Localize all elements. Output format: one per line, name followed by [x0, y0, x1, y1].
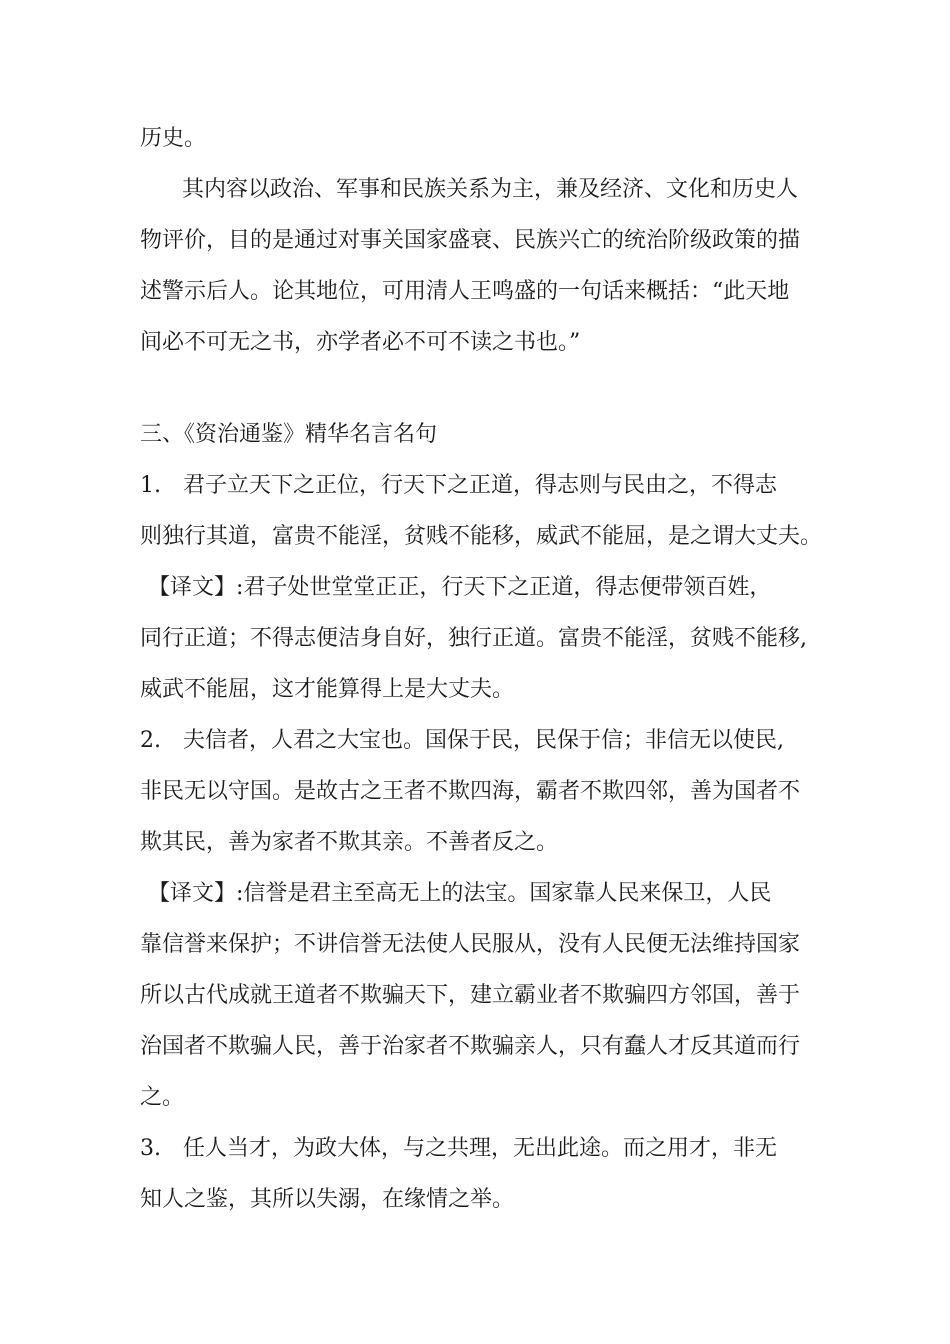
quote-item-2: 2. 夫信者，人君之大宝也。国保于民，民保于信；非信无以使民, — [140, 728, 784, 753]
text-line: 物评价，目的是通过对事关国家盛衰、民族兴亡的统治阶级政策的描 — [140, 228, 801, 253]
text-line: 知人之鉴，其所以失溺，在缘情之举。 — [140, 1187, 515, 1212]
text-line: 同行正道；不得志便洁身自好，独行正道。富贵不能淫，贫贱不能移, — [140, 626, 807, 651]
text-line: 间必不可无之书，亦学者必不可不读之书也。” — [140, 330, 581, 355]
text-line: 之。 — [140, 1085, 185, 1110]
text-line: 非民无以守国。是故古之王者不欺四海，霸者不欺四邻，善为国者不 — [140, 779, 801, 804]
translation-line: 【译文】:信誉是君主至高无上的法宝。国家靠人民来保卫，人民 — [148, 881, 772, 906]
text-line: 述警示后人。论其地位，可用清人王鸣盛的一句话来概括：“此天地 — [140, 279, 790, 304]
text-line: 威武不能屈，这才能算得上是大丈夫。 — [140, 677, 515, 702]
text-line: 靠信誉来保护；不讲信誉无法使人民服从，没有人民便无法维持国家 — [140, 932, 801, 957]
paragraph-line: 其内容以政治、军事和民族关系为主，兼及经济、文化和历史人 — [182, 177, 799, 202]
quote-item-1: 1. 君子立天下之正位，行天下之正道，得志则与民由之，不得志 — [140, 473, 777, 498]
text-line: 则独行其道，富贵不能淫，贫贱不能移，威武不能屈，是之谓大丈夫。 — [140, 524, 823, 549]
section-heading: 三、《资治通鉴》精华名言名句 — [140, 422, 438, 447]
translation-line: 【译文】:君子处世堂堂正正，行天下之正道，得志便带领百姓， — [148, 575, 772, 600]
text-line: 治国者不欺骗人民，善于治家者不欺骗亲人，只有蠢人才反其道而行 — [140, 1034, 801, 1059]
text-line: 欺其民，善为家者不欺其亲。不善者反之。 — [140, 830, 559, 855]
text-line: 所以古代成就王道者不欺骗天下，建立霸业者不欺骗四方邻国，善于 — [140, 983, 801, 1008]
quote-item-3: 3. 任人当才，为政大体，与之共理，无出此途。而之用才，非无 — [140, 1136, 777, 1161]
text-line: 历史。 — [140, 126, 207, 151]
